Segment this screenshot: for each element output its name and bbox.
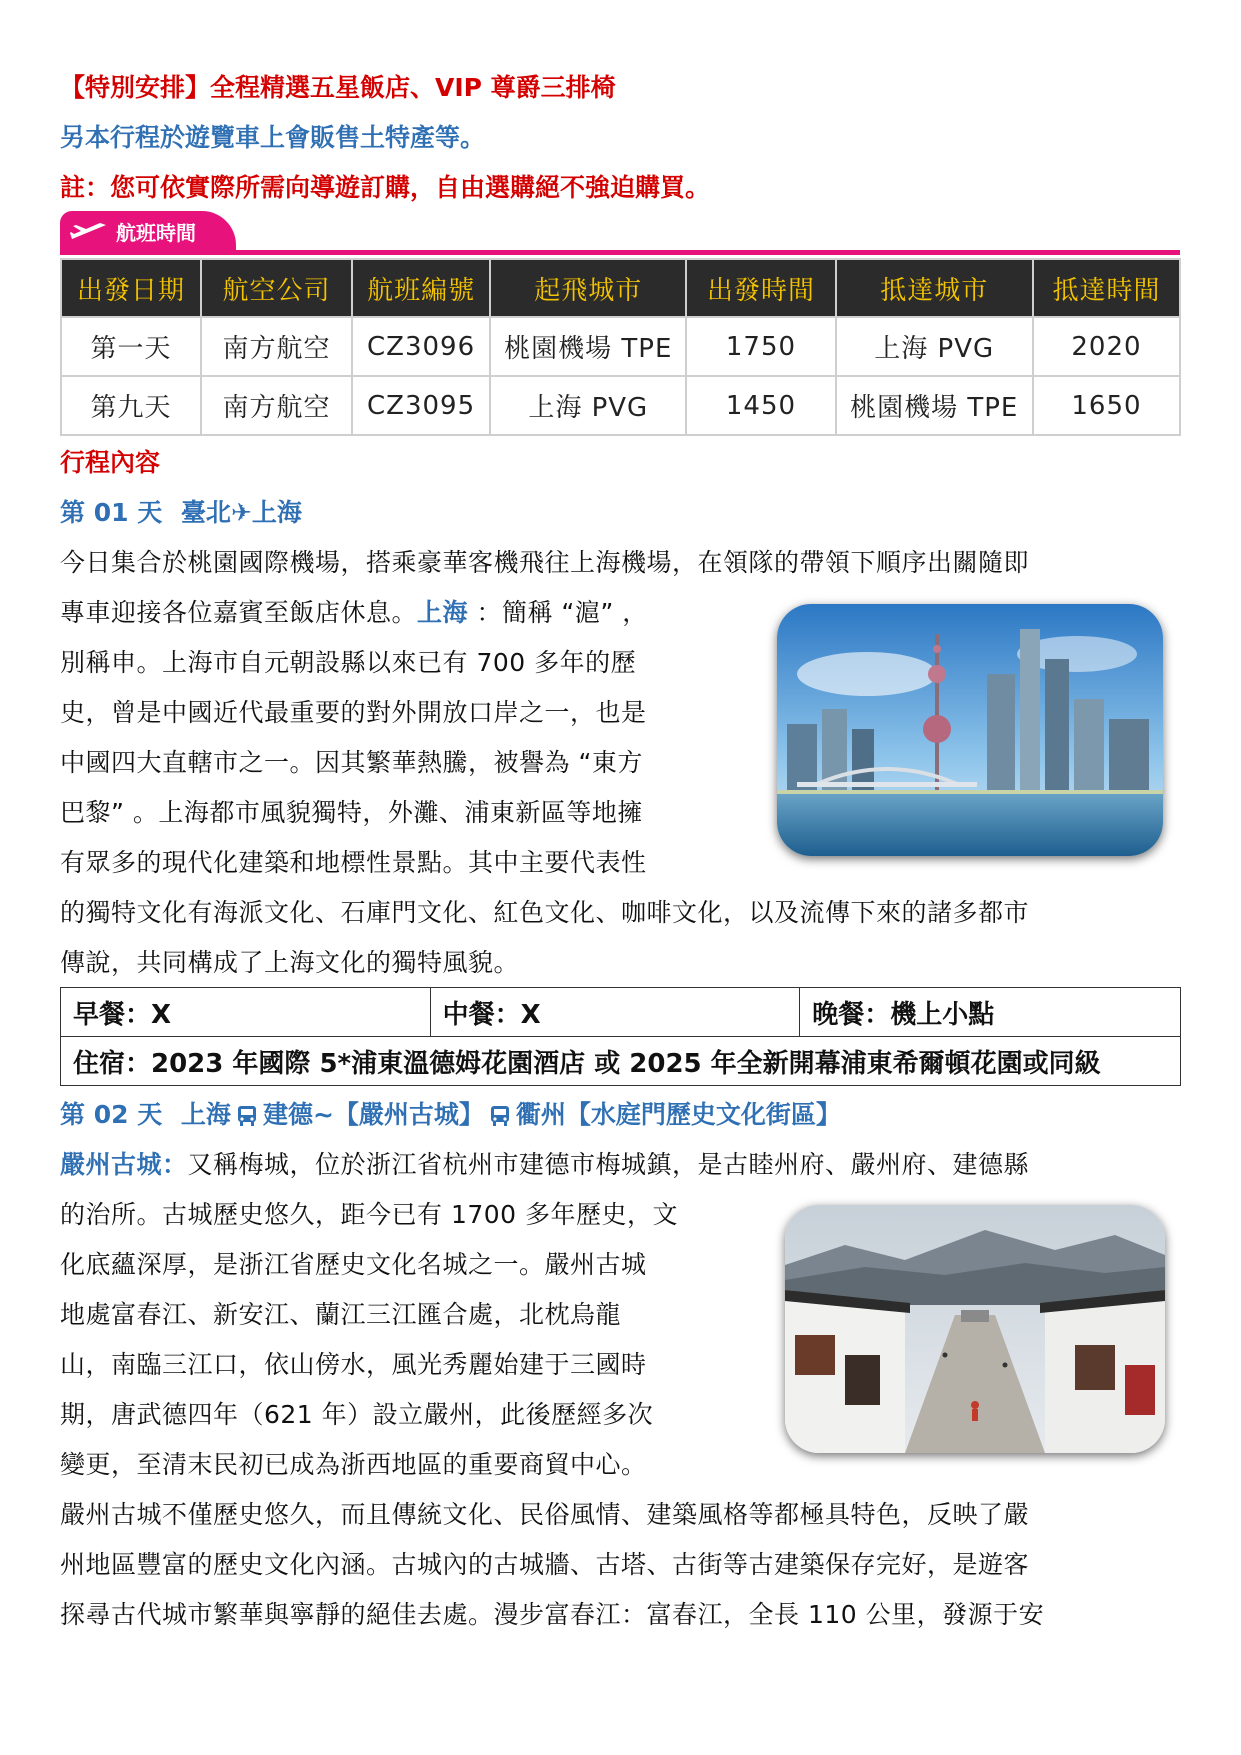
day2-city-a: 上海 <box>180 1100 231 1129</box>
day1-text-segment: ：簡稱 “滬” ， <box>476 598 648 627</box>
breakfast-cell: 早餐：X <box>61 988 431 1037</box>
table-row <box>61 376 1180 435</box>
table-row <box>61 317 1180 376</box>
header-origin-city: 起飛城市 <box>490 259 686 317</box>
day1-to: 上海 <box>251 498 302 527</box>
hotel-cell: 住宿：2023 年國際 5*浦東溫德姆花園酒店 或 2025 年全新開幕浦東希爾頓花園或同級 <box>61 1037 1181 1086</box>
cell-arrival-time: 2020 <box>1033 317 1180 376</box>
cell-airline: 南方航空 <box>201 376 352 435</box>
flight-section-divider <box>60 250 1180 255</box>
cell-origin-city: 桃園機場 TPE <box>490 317 686 376</box>
day1-meals-table <box>60 987 1181 1086</box>
shanghai-keyword: 上海 <box>417 598 469 627</box>
day1-paragraph-line: 史，曾是中國近代最重要的對外開放口岸之一，也是 <box>60 698 647 727</box>
day2-paragraph-line: 期，唐武德四年（621 年）設立嚴州，此後歷經多次 <box>60 1400 654 1429</box>
header-airline: 航空公司 <box>201 259 352 317</box>
day1-from: 臺北 <box>180 498 231 527</box>
special-arrangement-note: 【特別安排】全程精選五星飯店、VIP 尊爵三排椅 <box>60 73 616 102</box>
lunch-cell: 中餐：X <box>430 988 800 1037</box>
cell-flight-number: CZ3095 <box>352 376 490 435</box>
cell-departure-time: 1450 <box>686 376 835 435</box>
day1-paragraph-line: 今日集合於桃園國際機場，搭乘豪華客機飛往上海機場，在領隊的帶領下順序出關隨即 <box>60 548 1030 577</box>
header-departure-date: 出發日期 <box>61 259 201 317</box>
bus-icon <box>237 1105 257 1127</box>
flight-table <box>60 258 1181 436</box>
day2-title <box>60 1095 841 1131</box>
day1-paragraph-line: 傳說，共同構成了上海文化的獨特風貌。 <box>60 948 520 977</box>
day2-city-b: 建德~【嚴州古城】 <box>262 1100 484 1129</box>
day2-paragraph-line: 州地區豐富的歷史文化內涵。古城內的古城牆、古塔、古街等古建築保存完好，是遊客 <box>60 1550 1030 1579</box>
shanghai-skyline-photo <box>777 604 1163 856</box>
day2-city-c: 衢州【水庭門歷史文化街區】 <box>515 1100 841 1129</box>
flight-table-header <box>61 259 1180 317</box>
day2-paragraph-line: 山，南臨三江口，依山傍水，風光秀麗始建于三國時 <box>60 1350 647 1379</box>
shopping-note: 另本行程於遊覽車上會販售土特產等。 <box>60 123 486 152</box>
day2-paragraph-line: 化底蘊深厚，是浙江省歷史文化名城之一。嚴州古城 <box>60 1250 647 1279</box>
day2-paragraph-line: 變更，至清末民初已成為浙西地區的重要商貿中心。 <box>60 1450 647 1479</box>
header-flight-number: 航班編號 <box>352 259 490 317</box>
day1-paragraph-line <box>60 593 648 629</box>
cell-departure-date: 第一天 <box>61 317 201 376</box>
day2-paragraph-line: 嚴州古城不僅歷史悠久，而且傳統文化、民俗風情、建築風格等都極具特色，反映了嚴 <box>60 1500 1030 1529</box>
flight-section-banner <box>60 211 236 251</box>
cell-origin-city: 上海 PVG <box>490 376 686 435</box>
cell-flight-number: CZ3096 <box>352 317 490 376</box>
day2-paragraph-line: 地處富春江、新安江、蘭江三江匯合處，北枕烏龍 <box>60 1300 622 1329</box>
airplane-icon <box>70 219 108 243</box>
day1-paragraph-line: 有眾多的現代化建築和地標性景點。其中主要代表性 <box>60 848 647 877</box>
day1-paragraph-line: 的獨特文化有海派文化、石庫門文化、紅色文化、咖啡文化，以及流傳下來的諸多都市 <box>60 898 1030 927</box>
day1-title <box>60 493 302 529</box>
header-departure-time: 出發時間 <box>686 259 835 317</box>
dinner-cell: 晚餐：機上小點 <box>800 988 1181 1037</box>
header-destination-city: 抵達城市 <box>836 259 1033 317</box>
day2-paragraph-line: 探尋古代城市繁華與寧靜的絕佳去處。漫步富春江：富春江，全長 110 公里，發源于安 <box>60 1600 1045 1629</box>
day1-paragraph-line: 別稱申。上海市自元朝設縣以來已有 700 多年的歷 <box>60 648 637 677</box>
cell-departure-time: 1750 <box>686 317 835 376</box>
day2-text-segment: 又稱梅城，位於浙江省杭州市建德市梅城鎮，是古睦州府、嚴州府、建德縣 <box>187 1150 1030 1179</box>
flight-section-title: 航班時間 <box>116 220 196 245</box>
day2-paragraph-line <box>60 1145 1029 1181</box>
cell-departure-date: 第九天 <box>61 376 201 435</box>
day1-label: 第 01 天 <box>60 498 163 527</box>
yanzhou-old-town-photo <box>785 1205 1165 1453</box>
day1-text-segment: 專車迎接各位嘉賓至飯店休息。 <box>60 598 418 627</box>
yanzhou-keyword: 嚴州古城： <box>60 1150 188 1179</box>
day2-label: 第 02 天 <box>60 1100 163 1129</box>
cell-arrival-time: 1650 <box>1033 376 1180 435</box>
day1-paragraph-line: 巴黎” 。上海都市風貌獨特，外灘、浦東新區等地擁 <box>60 798 643 827</box>
cell-airline: 南方航空 <box>201 317 352 376</box>
flight-arrow-icon: ✈ <box>230 498 252 527</box>
remark-note: 註：您可依實際所需向導遊訂購，自由選購絕不強迫購買。 <box>60 173 711 202</box>
cell-destination-city: 桃園機場 TPE <box>836 376 1033 435</box>
day2-paragraph-line: 的治所。古城歷史悠久，距今已有 1700 多年歷史，文 <box>60 1200 679 1229</box>
header-arrival-time: 抵達時間 <box>1033 259 1180 317</box>
bus-icon <box>490 1105 510 1127</box>
day1-paragraph-line: 中國四大直轄市之一。因其繁華熱騰，被譽為 “東方 <box>60 748 643 777</box>
itinerary-heading: 行程內容 <box>60 448 161 477</box>
cell-destination-city: 上海 PVG <box>836 317 1033 376</box>
